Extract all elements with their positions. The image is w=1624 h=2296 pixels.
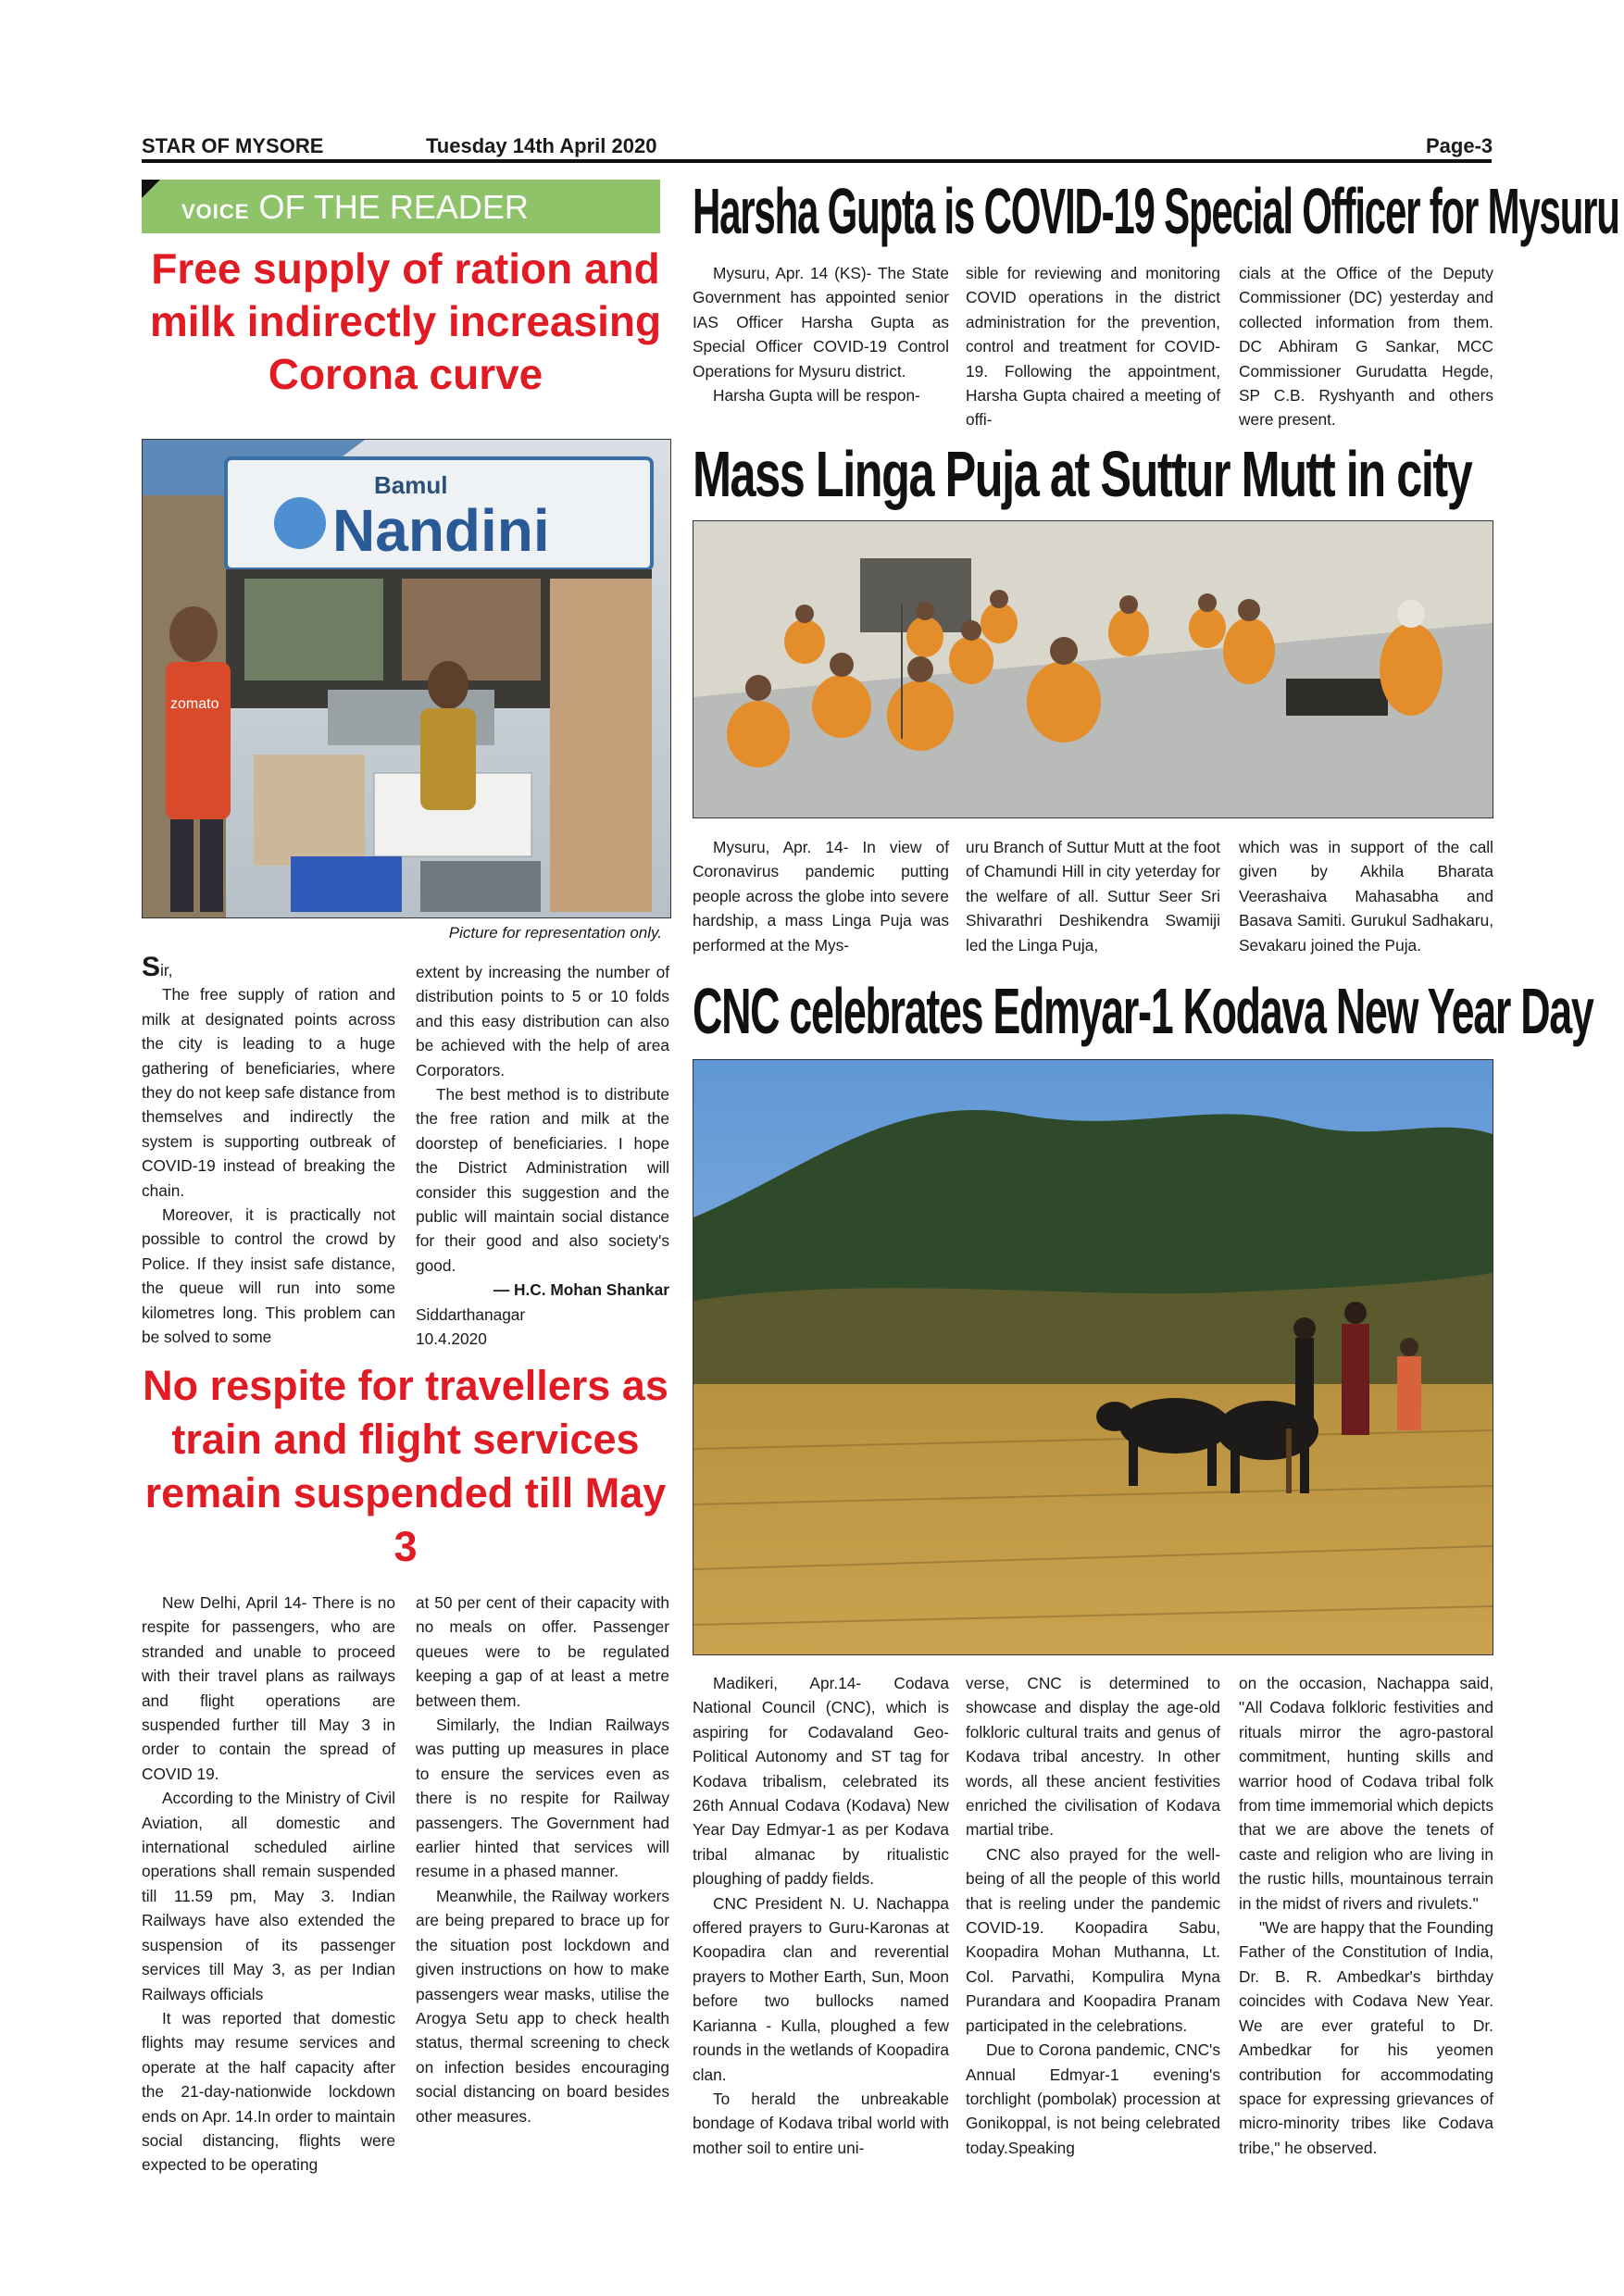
- travel-paragraph: It was reported that domestic flights may resume services and operate at the half capacity after the 21-day-nationwide lockdown ends on Apr. 14.In order to maintain social distancing, flights were expected to be operating: [142, 2008, 395, 2175]
- letter-salutation: Sir,: [142, 952, 173, 982]
- harsha-headline-wrap: [693, 174, 1619, 248]
- harsha-paragraph: cials at the Office of the Deputy Commissioner (DC) yesterday and collected information from them. DC Abhiram G Sankar, MCC Commissioner Gurudatta Hegde, SP C.B. Ryshyanth and others were present.: [1239, 264, 1493, 430]
- harsha-column-3: [1239, 261, 1493, 432]
- linga-paragraph: Mysuru, Apr. 14- In view of Coronavirus pandemic putting people across the globe into severe hardship, a mass Linga Puja was performed at the Mys-: [693, 838, 949, 955]
- harsha-paragraph: sible for reviewing and monitoring COVID operations in the district administration for the prevention, control and treatment for COVID-19. Following the appointment, Harsha Gupta chaired a meeting of offi-: [966, 264, 1220, 430]
- linga-headline: Mass Linga Puja at Suttur Mutt in city: [693, 438, 1472, 510]
- shop-sign-name: Nandini: [332, 497, 550, 564]
- cnc-paragraph: CNC also prayed for the well-being of all the people of this world that is reeling under the pandemic COVID-19. Koopadira Sabu, Koopadira Mohan Muthanna, Lt. Col. Parvathi, Kompulira Myna Purandara and Koopadira Pranam participated in the celebrations.: [966, 1844, 1220, 2035]
- harsha-paragraph: Harsha Gupta will be respon-: [713, 386, 920, 406]
- harsha-column-1: [693, 261, 949, 407]
- cnc-column-2: [966, 1671, 1220, 2160]
- letter-column-1: [142, 952, 395, 1350]
- page-number: Page-3: [1426, 134, 1493, 157]
- linga-paragraph: which was in support of the call given by Akhila Bharata Veerashaiva Mahasabha and Basava Samiti. Gurukul Sadhakaru, Sevakaru joined the Puja.: [1239, 838, 1493, 955]
- linga-puja-illustration: [693, 521, 1493, 817]
- travel-paragraph: According to the Ministry of Civil Aviation, all domestic and international scheduled airline operations shall remain suspended till 11.59 pm, May 3. Indian Railways have also extended the suspension of its passenger services till May 3, as per Indian Railways officials: [142, 1789, 395, 2003]
- letter-headline: Free supply of ration and milk indirectly increasing Corona curve: [149, 244, 662, 399]
- linga-column-3: [1239, 835, 1493, 957]
- linga-photo: [693, 520, 1493, 818]
- travel-paragraph: New Delhi, April 14- There is no respite for passengers, who are stranded and unable to proceed with their travel plans as railways and flight operations are suspended further till May 3 in order to contain the spread of COVID 19.: [142, 1593, 395, 1783]
- linga-column-2: [966, 835, 1220, 957]
- letter-signature: — H.C. Mohan Shankar: [493, 1280, 669, 1300]
- letter-place: Siddarthanagar: [416, 1304, 526, 1324]
- header-rule: [142, 159, 1492, 163]
- travel-column-1: [142, 1591, 395, 2177]
- harsha-headline: Harsha Gupta is COVID-19 Special Officer for Mysuru: [693, 175, 1619, 247]
- voice-section-label: [181, 188, 529, 227]
- voice-corner-marker: [142, 180, 160, 198]
- travel-paragraph: Similarly, the Indian Railways was putting up measures in place to ensure the services even as there is no respite for Railway passengers. The Government had earlier hinted that services will resume in a phased manner.: [416, 1716, 669, 1881]
- shirt-text: zomato: [170, 696, 219, 712]
- cnc-headline: CNC celebrates Edmyar-1 Kodava New Year Day: [693, 975, 1593, 1047]
- cnc-column-3: [1239, 1671, 1493, 2160]
- travel-paragraph: at 50 per cent of their capacity with no meals on offer. Passenger queues were to be regulated keeping a gap of at least a metre between them.: [416, 1593, 669, 1710]
- travel-headline: No respite for travellers as train and flight services remain suspended till May 3: [143, 1362, 668, 1570]
- paddy-field: [693, 1384, 1493, 1654]
- cnc-paragraph: Due to Corona pandemic, CNC's Annual Edmyar-1 evening's torchlight (pombolak) procession at Gonikoppal, is not being celebrated today.Speaking: [966, 2040, 1220, 2157]
- cnc-paragraph: on the occasion, Nachappa said, "All Codava folkloric festivities and rituals mirror the agro-pastoral commitment, hunting skills and warrior hood of Codava tribal folk from time immemorial which depicts that we are above the tenets of caste and religion who are living in the rustic hills, mountainous terrain in the midst of rivers and rivulets.": [1239, 1674, 1493, 1913]
- linga-headline-wrap: [693, 437, 1492, 511]
- cnc-paragraph: To herald the unbreakable bondage of Kodava tribal world with mother soil to entire uni-: [693, 2089, 949, 2157]
- letter-dropcap: S: [142, 952, 161, 982]
- cnc-paragraph: Madikeri, Apr.14- Codava National Council (CNC), which is aspiring for Codavaland Geo-Political Autonomy and ST tag for Kodava tribalism, celebrated its 26th Annual Codava (Kodava) New Year Day Edmyar-1 as per Kodava tribal almanac by ritualistic ploughing of paddy fields.: [693, 1674, 949, 1889]
- ploughing-field-illustration: [693, 1060, 1493, 1654]
- cnc-headline-wrap: [693, 974, 1593, 1048]
- cnc-column-1: [693, 1671, 949, 2160]
- letter-paragraph: Moreover, it is practically not possible to control the crowd by Police. If they insist safe distance, the queue will run into some kilometres long. This problem can be solved to some: [142, 1205, 395, 1347]
- voice-label-small: VOICE: [181, 200, 250, 223]
- letter-paragraph: The free supply of ration and milk at designated points across the city is leading to a huge gathering of beneficiaries, where they do not keep safe distance from themselves and indirectly the system is supporting outbreak of COVID-19 instead of breaking the chain.: [142, 985, 395, 1200]
- cnc-paragraph: verse, CNC is determined to showcase and display the age-old folkloric cultural traits and genus of Kodava tribal ancestry. In other words, all these ancient festivities enriched the civilisation of Kodava martial tribe.: [966, 1674, 1220, 1840]
- travel-column-2: [416, 1591, 669, 2128]
- shop-sign-brand: Bamul: [374, 471, 448, 499]
- letter-paragraph: extent by increasing the number of distribution points to 5 or 10 folds and this easy distribution can also be achieved with the help of area Corporators.: [416, 963, 669, 1079]
- issue-date: Tuesday 14th April 2020: [426, 134, 657, 157]
- letter-date: 10.4.2020: [416, 1329, 487, 1349]
- cnc-photo: [693, 1059, 1493, 1655]
- paper-name: STAR OF MYSORE: [142, 134, 324, 157]
- nandini-booth-illustration: [143, 440, 670, 917]
- voice-label-large: OF THE READER: [258, 188, 529, 226]
- letter-photo-caption: Picture for representation only.: [448, 924, 662, 942]
- linga-column-1: [693, 835, 949, 957]
- cnc-paragraph: "We are happy that the Founding Father of the Constitution of India, Dr. B. R. Ambedkar's birthday coincides with Codava New Year. We are ever grateful to Dr. Ambedkar for his yeomen contribution for accommodating space for expressing grievances of micro-minority tribes like Codava tribe," he observed.: [1239, 1918, 1493, 2157]
- person-orange-shirt: [166, 662, 231, 819]
- letter-paragraph: The best method is to distribute the free ration and milk at the doorstep of beneficiaries. I hope the District Administration will consider this suggestion and the public will maintain social distance for their good and also society's good.: [416, 1085, 669, 1275]
- letter-photo: [142, 439, 671, 918]
- cnc-paragraph: CNC President N. U. Nachappa offered prayers to Guru-Karonas at Koopadira clan and reverential prayers to Mother Earth, Sun, Moon before two bullocks named Karianna - Kulla, ploughed a few rounds in the wetlands of Koopadira clan.: [693, 1893, 949, 2084]
- puja-table: [1286, 679, 1388, 716]
- harsha-column-2: [966, 261, 1220, 432]
- letter-column-2: [416, 960, 669, 1352]
- linga-paragraph: uru Branch of Suttur Mutt at the foot of Chamundi Hill in city yeterday for the welfare of all. Suttur Seer Sri Shivarathri Deshikendra Swamiji led the Linga Puja,: [966, 838, 1220, 955]
- travel-paragraph: Meanwhile, the Railway workers are being prepared to brace up for the situation post lockdown and given instructions on how to make passengers wear masks, utilise the Arogya Setu app to check health status, thermal screening to check on infection besides encouraging social distancing on board besides other measures.: [416, 1886, 669, 2126]
- harsha-paragraph: Mysuru, Apr. 14 (KS)- The State Government has appointed senior IAS Officer Harsha Gupta as Special Officer COVID-19 Control Operations for Mysuru district.: [693, 264, 949, 381]
